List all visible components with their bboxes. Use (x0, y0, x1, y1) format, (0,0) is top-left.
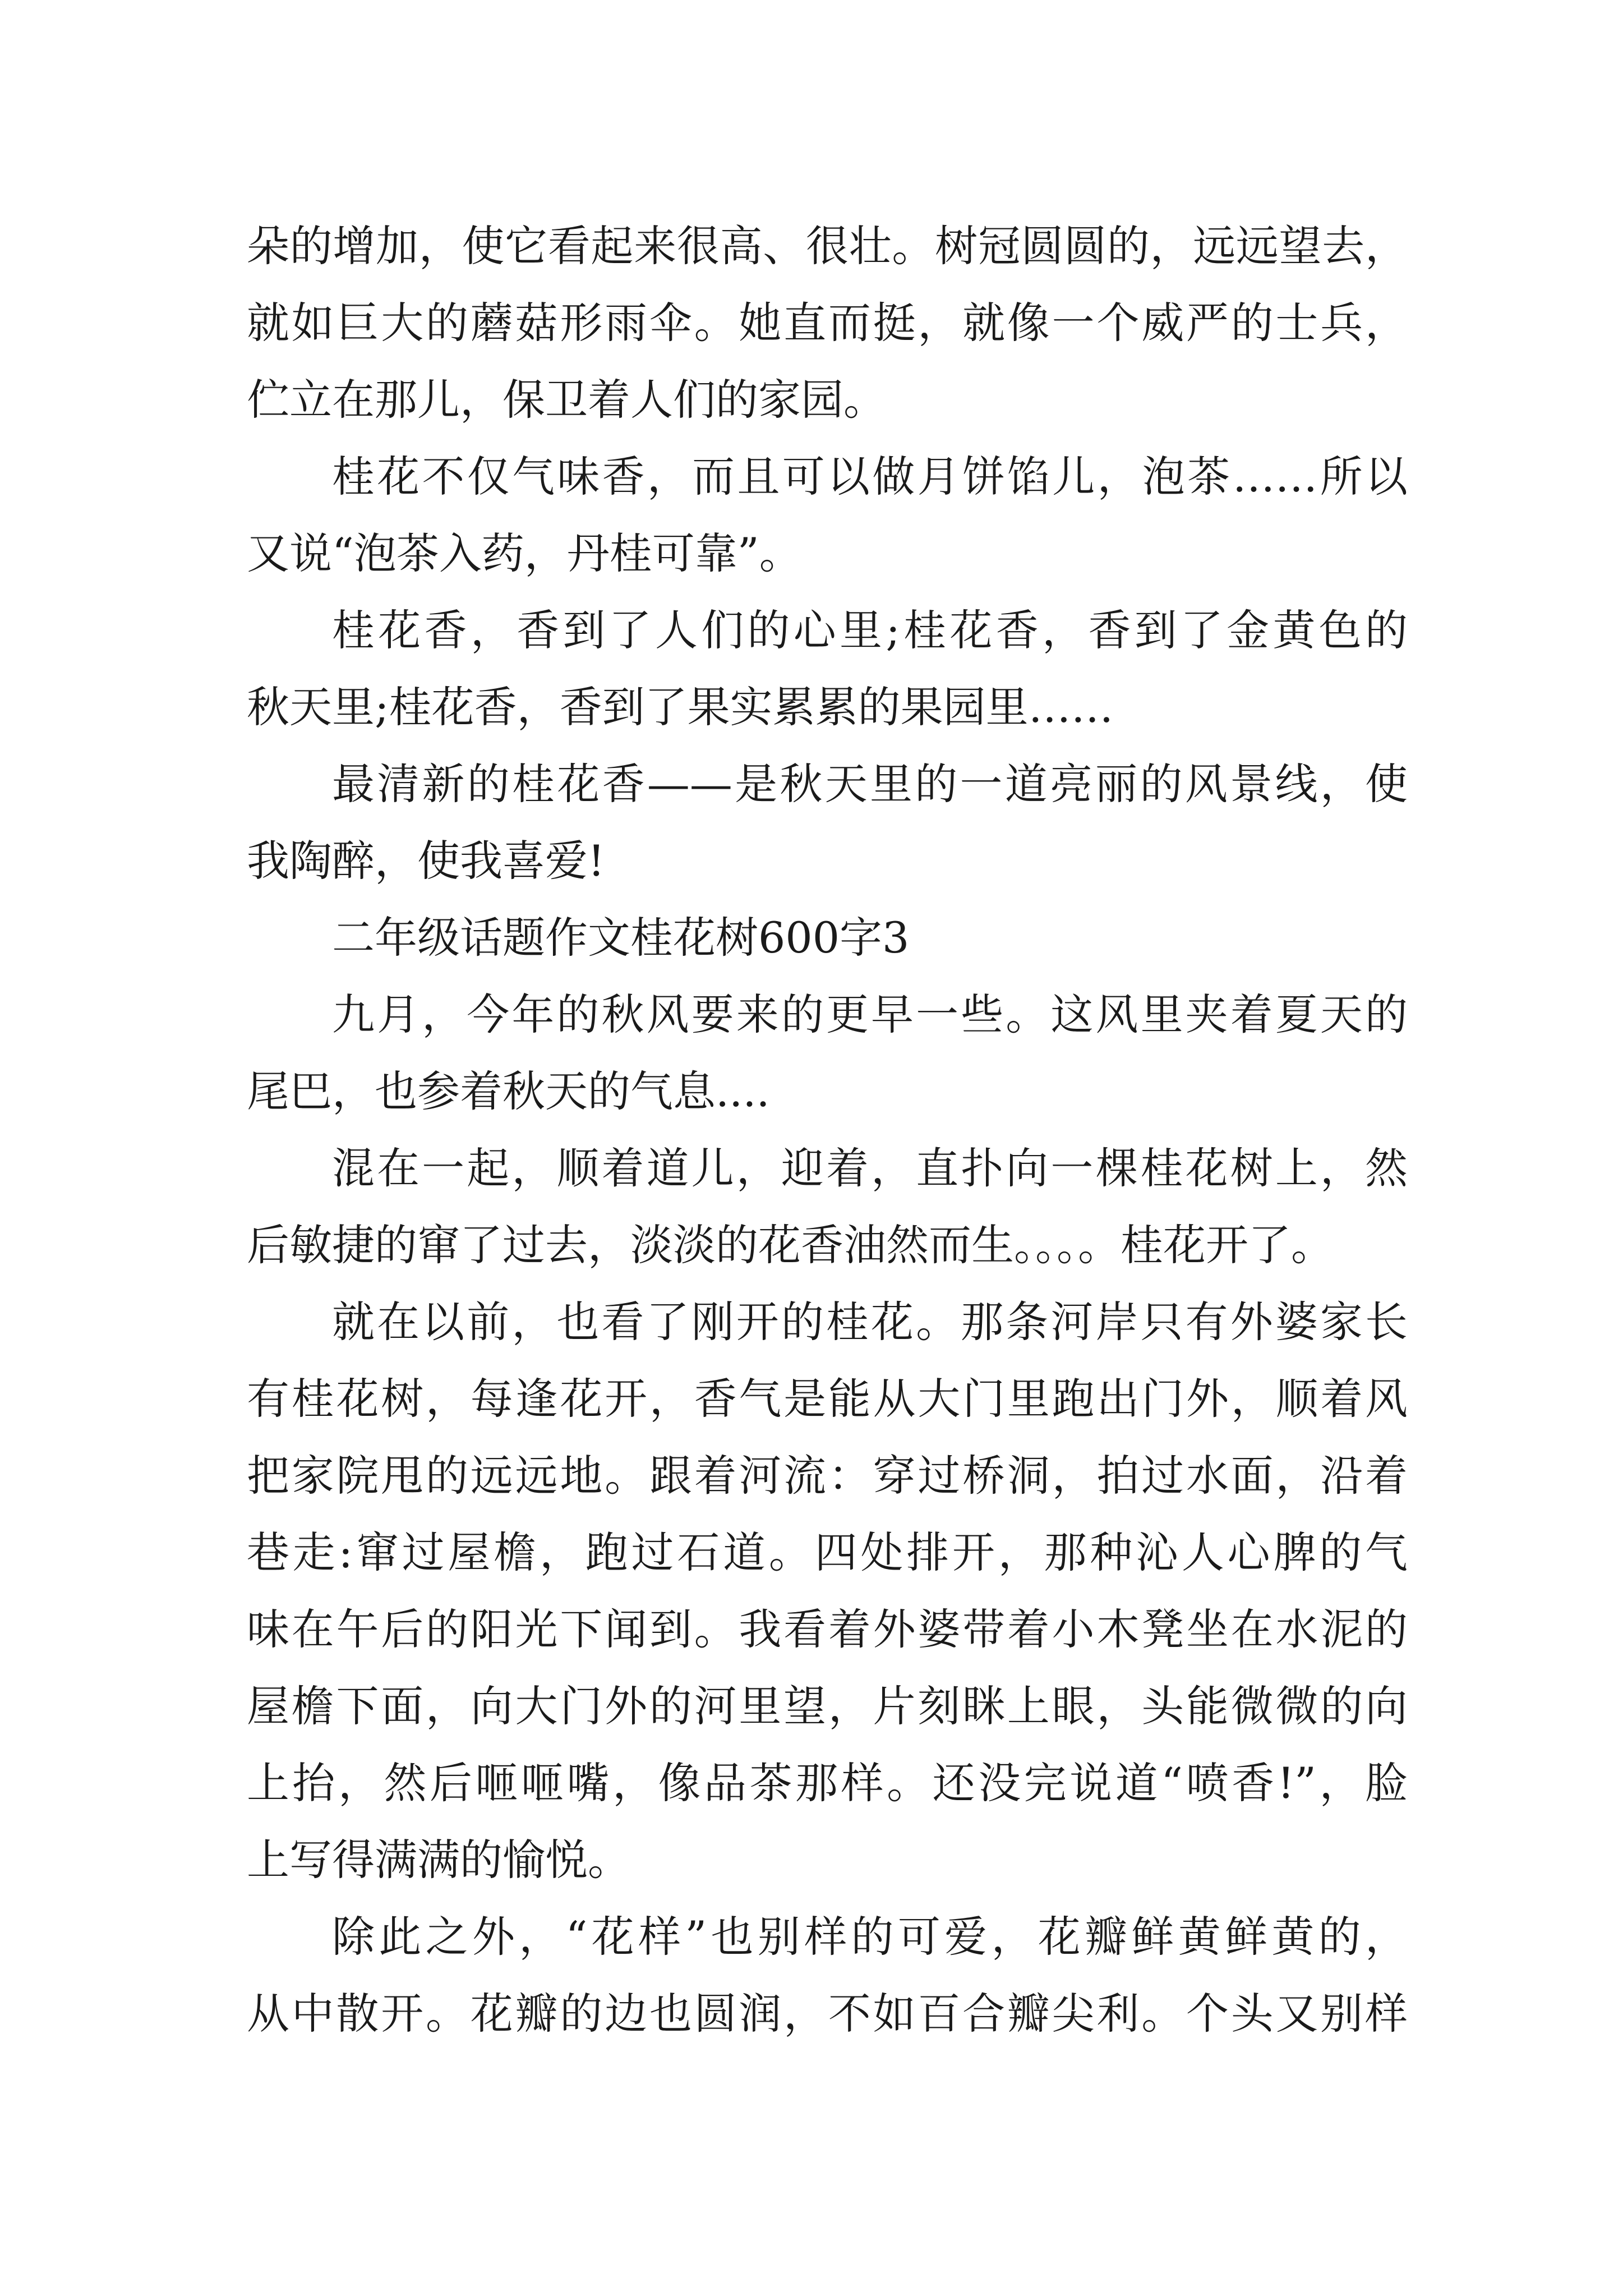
text-line-15: 就在以前，也看了刚开的桂花。那条河岸只有外婆家长 (332, 1297, 1408, 1347)
text-line-16: 有桂花树，每逢花开，香气是能从大门里跑出门外，顺着风 (247, 1374, 1408, 1424)
text-line-1: 朵的增加，使它看起来很高、很壮。树冠圆圆的，远远望去， (247, 221, 1408, 271)
text-line-3: 伫立在那儿，保卫着人们的家园。 (247, 375, 886, 425)
text-line-12: 尾巴，也参着秋天的气息.... (247, 1066, 770, 1116)
text-line-23: 除此之外，“花样”也别样的可爱，花瓣鲜黄鲜黄的， (332, 1912, 1408, 1962)
text-line-13: 混在一起，顺着道儿，迎着，直扑向一棵桂花树上，然 (332, 1143, 1408, 1193)
text-line-20: 屋檐下面，向大门外的河里望，片刻眯上眼，头能微微的向 (247, 1681, 1408, 1731)
text-line-11: 九月，今年的秋风要来的更早一些。这风里夹着夏天的 (332, 990, 1408, 1039)
document-body (247, 208, 1408, 2052)
text-line-8: 最清新的桂花香——是秋天里的一道亮丽的风景线，使 (332, 759, 1408, 809)
text-line-19: 味在午后的阳光下闻到。我看着外婆带着小木凳坐在水泥的 (247, 1604, 1408, 1654)
text-line-7: 秋天里;桂花香，香到了果实累累的果园里…… (247, 682, 1114, 732)
text-line-17: 把家院甩的远远地。跟着河流：穿过桥洞，拍过水面，沿着 (247, 1451, 1408, 1501)
text-line-14: 后敏捷的窜了过去，淡淡的花香油然而生。。。。桂花开了。 (247, 1220, 1334, 1270)
text-line-18: 巷走:窜过屋檐，跑过石道。四处排开，那种沁人心脾的气 (247, 1527, 1408, 1577)
text-line-4: 桂花不仅气味香，而且可以做月饼馅儿，泡茶……所以 (332, 452, 1408, 501)
text-line-24: 从中散开。花瓣的边也圆润，不如百合瓣尖利。个头又别样 (247, 1989, 1408, 2039)
text-line-22: 上写得满满的愉悦。 (247, 1835, 630, 1885)
text-line-21: 上抬，然后咂咂嘴，像品茶那样。还没完说道“喷香!”，脸 (247, 1758, 1408, 1808)
text-line-2: 就如巨大的蘑菇形雨伞。她直而挺，就像一个威严的士兵， (247, 298, 1408, 348)
section-heading: 二年级话题作文桂花树600字3 (332, 913, 910, 963)
text-line-5: 又说“泡茶入药，丹桂可靠”。 (247, 528, 802, 578)
text-line-6: 桂花香，香到了人们的心里;桂花香，香到了金黄色的 (332, 605, 1408, 655)
text-line-9: 我陶醉，使我喜爱! (247, 836, 605, 886)
